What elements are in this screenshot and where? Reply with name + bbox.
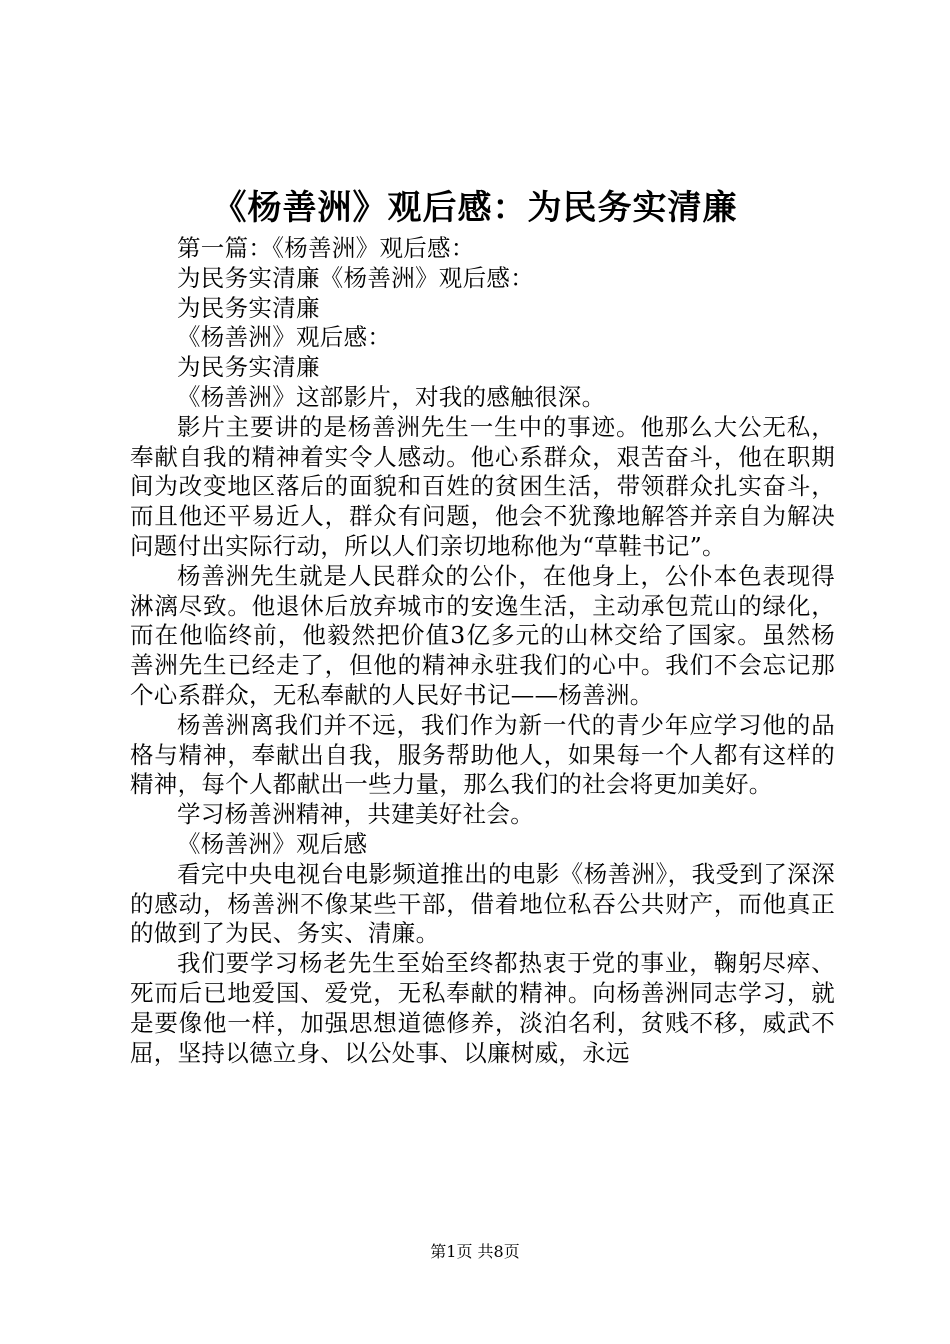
paragraph: 学习杨善洲精神，共建美好社会。: [177, 800, 534, 829]
paragraph: 《杨善洲》观后感: [177, 829, 368, 858]
paragraph: 看完中央电视台电影频道推出的电影《杨善洲》，我受到了深深的感动，杨善洲不像某些干部，借着地位私吞公共财产，而他真正的做到了为民、务实、清廉。: [130, 859, 835, 948]
document-title: 《杨善洲》观后感：为民务实清廉: [212, 188, 738, 228]
document-body: [130, 234, 835, 1068]
page-footer: 第1页 共8页: [430, 1242, 520, 1261]
paragraph: 为民务实清廉: [177, 293, 320, 322]
paragraph: 《杨善洲》观后感：: [177, 323, 392, 352]
paragraph: 影片主要讲的是杨善洲先生一生中的事迹。他那么大公无私，奉献自我的精神着实令人感动。他心系群众，艰苦奋斗，他在职期间为改变地区落后的面貌和百姓的贫困生活，带领群众扎实奋斗，而且他还平易近人，群众有问题，他会不犹豫地解答并亲自为解决问题付出实际行动，所以人们亲切地称他为“草鞋书记”。: [130, 412, 835, 560]
paragraph: 杨善洲先生就是人民群众的公仆，在他身上，公仆本色表现得淋漓尽致。他退休后放弃城市的安逸生活，主动承包荒山的绿化，而在他临终前，他毅然把价值3亿多元的山林交给了国家。虽然杨善洲先生已经走了，但他的精神永驻我们的心中。我们不会忘记那个心系群众，无私奉献的人民好书记——杨善洲。: [130, 561, 835, 709]
paragraph: 《杨善洲》这部影片，对我的感触很深。: [177, 382, 606, 411]
paragraph: 我们要学习杨老先生至始至终都热衷于党的事业，鞠躬尽瘁、死而后已地爱国、爱党，无私奉献的精神。向杨善洲同志学习，就是要像他一样，加强思想道德修养，淡泊名利，贫贱不移，威武不屈，坚持以德立身、以公处事、以廉树威，永远: [130, 949, 835, 1067]
paragraph: 为民务实清廉: [177, 353, 320, 382]
paragraph: 为民务实清廉《杨善洲》观后感：: [177, 263, 534, 292]
paragraph: 第一篇：《杨善洲》观后感：: [177, 234, 475, 262]
paragraph: 杨善洲离我们并不远，我们作为新一代的青少年应学习他的品格与精神，奉献出自我，服务帮助他人，如果每一个人都有这样的精神，每个人都献出一些力量，那么我们的社会将更加美好。: [130, 710, 835, 799]
